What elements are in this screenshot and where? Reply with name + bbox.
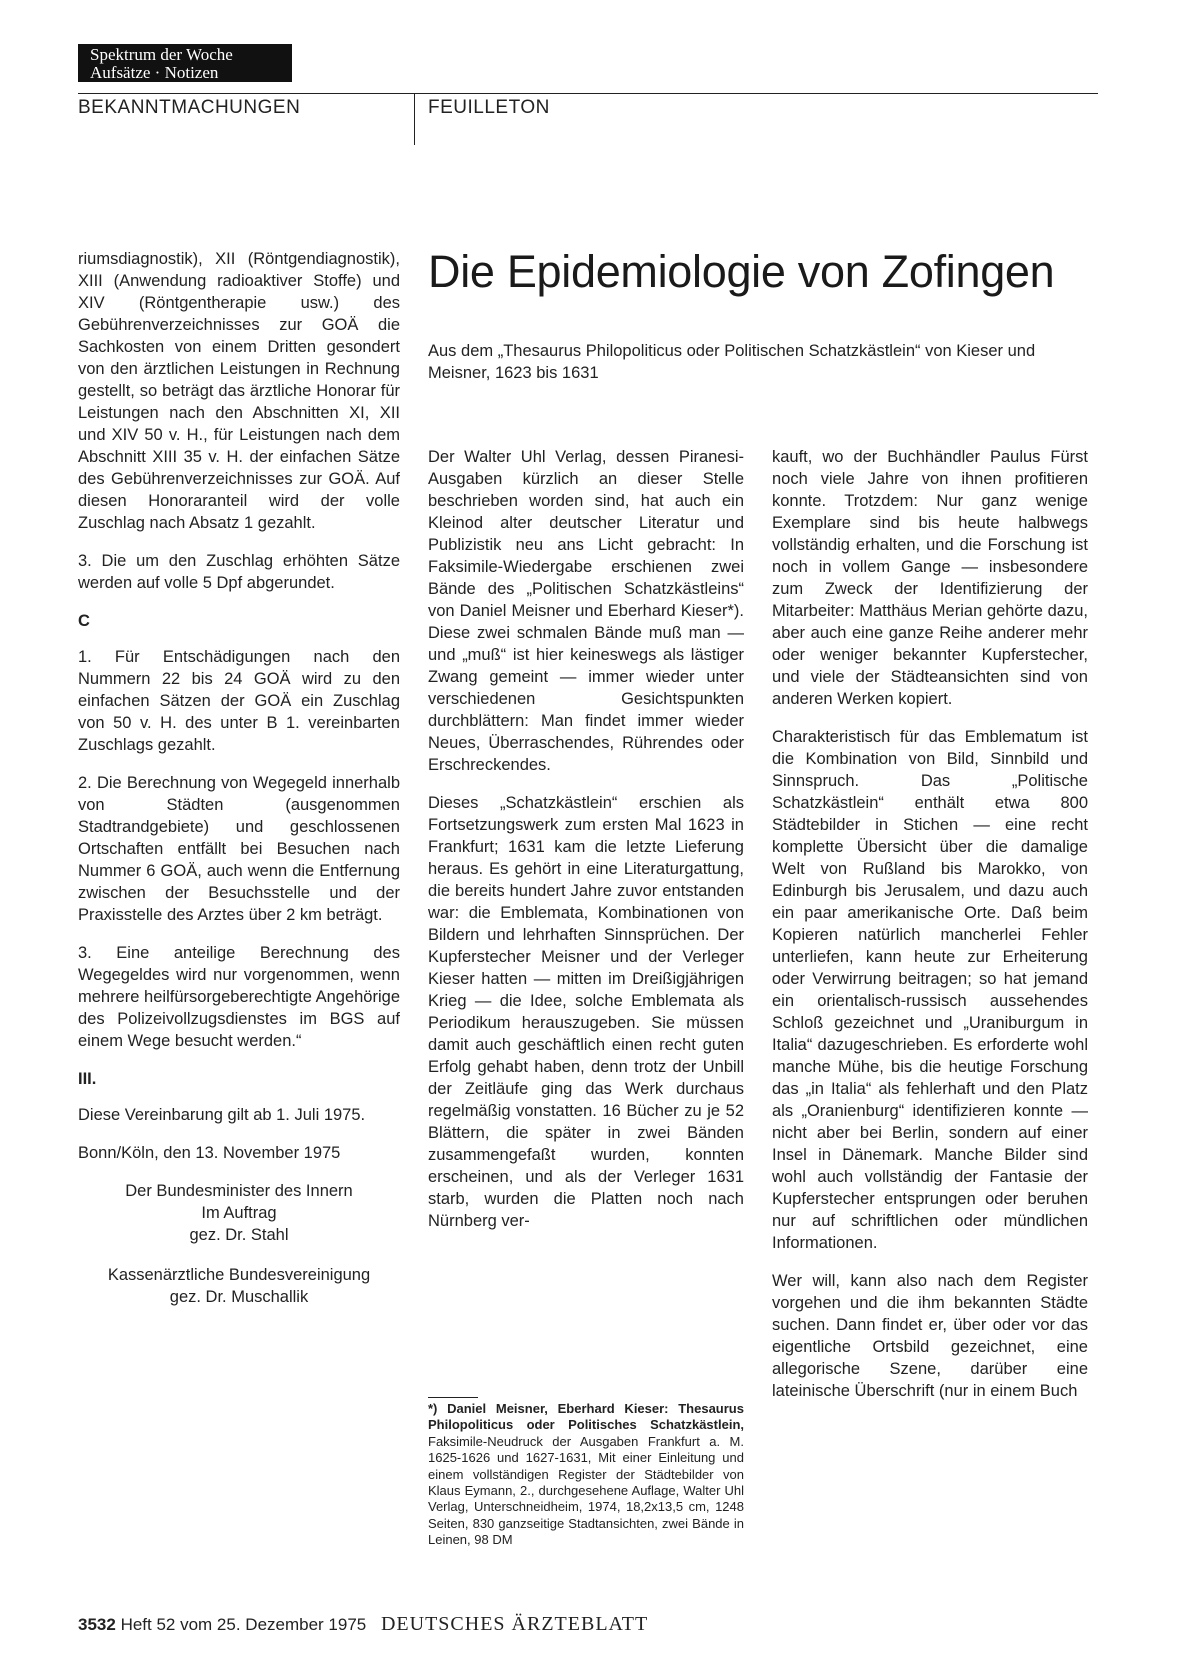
paragraph: kauft, wo der Buchhändler Paulus Fürst noch viele Jahre von ihnen profitieren konnte. Trotzdem: Nur ganz wenige Exemplare sind bis heute halbwegs vollständig erhalten, und die Forschung ist noch in vollem Gange — insbesondere zum Zweck der Identifizierung der Mitarbeiter: Matthäus Merian gehörte dazu, aber auch eine ganze Reihe anderer mehr oder weniger bekannter Kupferstecher, und viele der Städteansichten sind von anderen Werken kopiert. (772, 448, 1088, 708)
journal-name: DEUTSCHES ÄRZTEBLATT (380, 1613, 649, 1635)
signature-block-kbv (78, 1264, 400, 1308)
signature-line: Im Auftrag (201, 1204, 277, 1222)
article-subtitle: Aus dem „Thesaurus Philopoliticus oder Politischen Schatzkästlein“ von Kieser und Meisner, 1623 bis 1631 (428, 342, 1036, 382)
article-column-2 (772, 446, 1088, 1418)
article-title: Die Epidemiologie von Zofingen (428, 246, 1055, 297)
issue-info: Heft 52 vom 25. Dezember 1975 (120, 1615, 367, 1634)
column-divider (414, 93, 415, 145)
section-header-box (78, 44, 292, 82)
paragraph: 3. Die um den Zuschlag erhöhten Sätze werden auf volle 5 Dpf abgerundet. (78, 552, 400, 592)
footnote (428, 1401, 744, 1549)
header-line-2: Aufsätze · Notizen (90, 63, 219, 82)
footnote-title: Daniel Meisner, Eberhard Kieser: Thesaurus Philopoliticus oder Politisches Schatzkästlein, (428, 1401, 744, 1433)
signature-line: gez. Dr. Muschallik (169, 1288, 309, 1306)
signature-line: Kassenärztliche Bundesvereinigung (107, 1266, 371, 1284)
signature-line: gez. Dr. Stahl (189, 1226, 289, 1244)
paragraph: Der Walter Uhl Verlag, dessen Piranesi-Ausgaben kürzlich an dieser Stelle beschrieben worden sind, hat auch ein Kleinod alter deutscher Literatur und Publizistik neu ans Licht gebracht: In Faksimile-Wiedergabe erschienen zwei Bände des „Politischen Schatzkästleins“ von Daniel Meisner und Eberhard Kieser*). Diese zwei schmalen Bände muß man — und „muß“ ist hier keineswegs als lästiger Zwang gemeint — immer wieder unter verschiedenen Gesichtspunkten durchblättern: Man findet immer wieder Neues, Überraschendes, Rührendes oder Erschreckendes. (428, 448, 744, 774)
top-rule (78, 93, 1098, 94)
left-section-label: BEKANNTMACHUNGEN (78, 97, 301, 118)
footnote-text: Faksimile-Neudruck der Ausgaben Frankfurt a. M. 1625-1626 und 1627-1631, Mit einer Einleitung und einem vollständigen Register der Städtebilder von Klaus Eymann, 2., durchgesehene Auflage, Walter Uhl Verlag, Unterschneidheim, 1974, 18,2x13,5 cm, 1248 Seiten, 830 ganzseitige Stadtansichten, zwei Bände in Leinen, 98 DM (428, 1433, 744, 1548)
paragraph: Wer will, kann also nach dem Register vorgehen und die ihm bekannten Städte suchen. Dann findet er, über oder vor das eigentliche Ortsbild gezeichnet, eine allegorische Szene, darüber eine lateinische Überschrift (nur in einem Buch (772, 1272, 1088, 1400)
announcement-column (78, 248, 400, 1326)
paragraph: riumsdiagnostik), XII (Röntgendiagnostik), XIII (Anwendung radioaktiver Stoffe) und XIV (Röntgentherapie usw.) des Gebührenverzeichnisses zur GOÄ die Sachkosten von einem Dritten gesondert von den ärztlichen Leistungen in Rechnung gestellt, so beträgt das ärztliche Honorar für Leistungen nach den Abschnitten XI, XII und XIV 50 v. H., für Leistungen nach dem Abschnitt XIII 35 v. H. der einfachen Sätze des Gebührenverzeichnisses zur GOÄ. Auf diesen Honoraranteil wird der volle Zuschlag nach Absatz 1 gezahlt. (78, 250, 400, 532)
signature-line: Der Bundesminister des Innern (125, 1182, 353, 1200)
signature-block-ministry (78, 1180, 400, 1246)
section-heading-iii: III. (78, 1070, 97, 1088)
paragraph: 3. Eine anteilige Berechnung des Wegegeldes wird nur vorgenommen, wenn mehrere heilfürsorgeberechtigte Angehörige des Polizeivollzugsdienstes im BGS auf einem Wege besucht werden.“ (78, 944, 400, 1050)
validity-text: Diese Vereinbarung gilt ab 1. Juli 1975. (78, 1106, 366, 1124)
footnote-rule (428, 1397, 478, 1398)
paragraph: Dieses „Schatzkästlein“ erschien als Fortsetzungswerk zum ersten Mal 1623 in Frankfurt; 1631 kam die letzte Lieferung heraus. Es gehört in eine Literaturgattung, die bereits hundert Jahre zuvor entstanden war: die Emblemata, Kombinationen von Bildern und lehrhaften Sinnsprüchen. Der Kupferstecher Meisner und der Verleger Kieser hatten — mitten im Dreißigjährigen Krieg — die Idee, solche Emblemata als Periodikum herauszugeben. Sie müssen damit auch geschäftlich einen recht guten Erfolg gehabt haben, denn trotz der Unbill der Zeitläufe ging das Werk durchaus regelmäßig vonstatten. 16 Bücher zu je 52 Blättern, die später in zwei Bänden zusammengefaßt wurden, konnten erscheinen, und als der Verleger 1631 starb, wurden die Platten noch nach Nürnberg ver- (428, 794, 744, 1230)
article-column-1 (428, 446, 744, 1248)
right-section-label: FEUILLETON (428, 97, 550, 118)
header-line-1: Spektrum der Woche (90, 45, 233, 64)
paragraph: 1. Für Entschädigungen nach den Nummern 22 bis 24 GOÄ wird zu den einfachen Sätzen der GOÄ ein Zuschlag von 50 v. H. des unter B 1. vereinbarten Zuschlags gezahlt. (78, 648, 400, 754)
paragraph: Charakteristisch für das Emblematum ist die Kombination von Bild, Sinnbild und Sinnspruch. Das „Politische Schatzkästlein“ enthält etwa 800 Städtebilder in Stichen — eine recht komplette Übersicht über die damalige Welt von Rußland bis Marokko, von Edinburgh bis Jerusalem, und dazu auch ein paar amerikanische Orte. Daß beim Kopieren natürlich mancherlei Fehler unterliefen, kann heute zur Erheiterung oder Verwirrung beitragen; so hat jemand ein orientalisch-russisch aussehendes Schloß gezeichnet und „Uraniburgum in Italia“ dazugeschrieben. Es erforderte wohl manche Mühe, bis die heutige Forschung das „in Italia“ als fehlerhaft und den Platz als „Oranienburg“ identifizieren konnte — nicht aber bei Berlin, sondern auf einer Insel in Dänemark. Manche Bilder sind wohl auch vollständig der Fantasie der Kupferstecher entsprungen oder beruhen nur auf schriftlichen oder mündlichen Informationen. (772, 728, 1088, 1252)
section-heading-c: C (78, 612, 90, 630)
footnote-marker: *) (428, 1401, 438, 1416)
paragraph: 2. Die Berechnung von Wegegeld innerhalb von Städten (ausgenommen Stadtrandgebiete) und geschlossenen Ortschaften entfällt bei Besuchen nach Nummer 6 GOÄ, auch wenn die Entfernung zwischen der Besuchsstelle und der Praxisstelle des Arztes über 2 km beträgt. (78, 774, 400, 924)
place-date: Bonn/Köln, den 13. November 1975 (78, 1144, 341, 1162)
page-number: 3532 (78, 1615, 116, 1634)
page-footer (78, 1613, 648, 1636)
